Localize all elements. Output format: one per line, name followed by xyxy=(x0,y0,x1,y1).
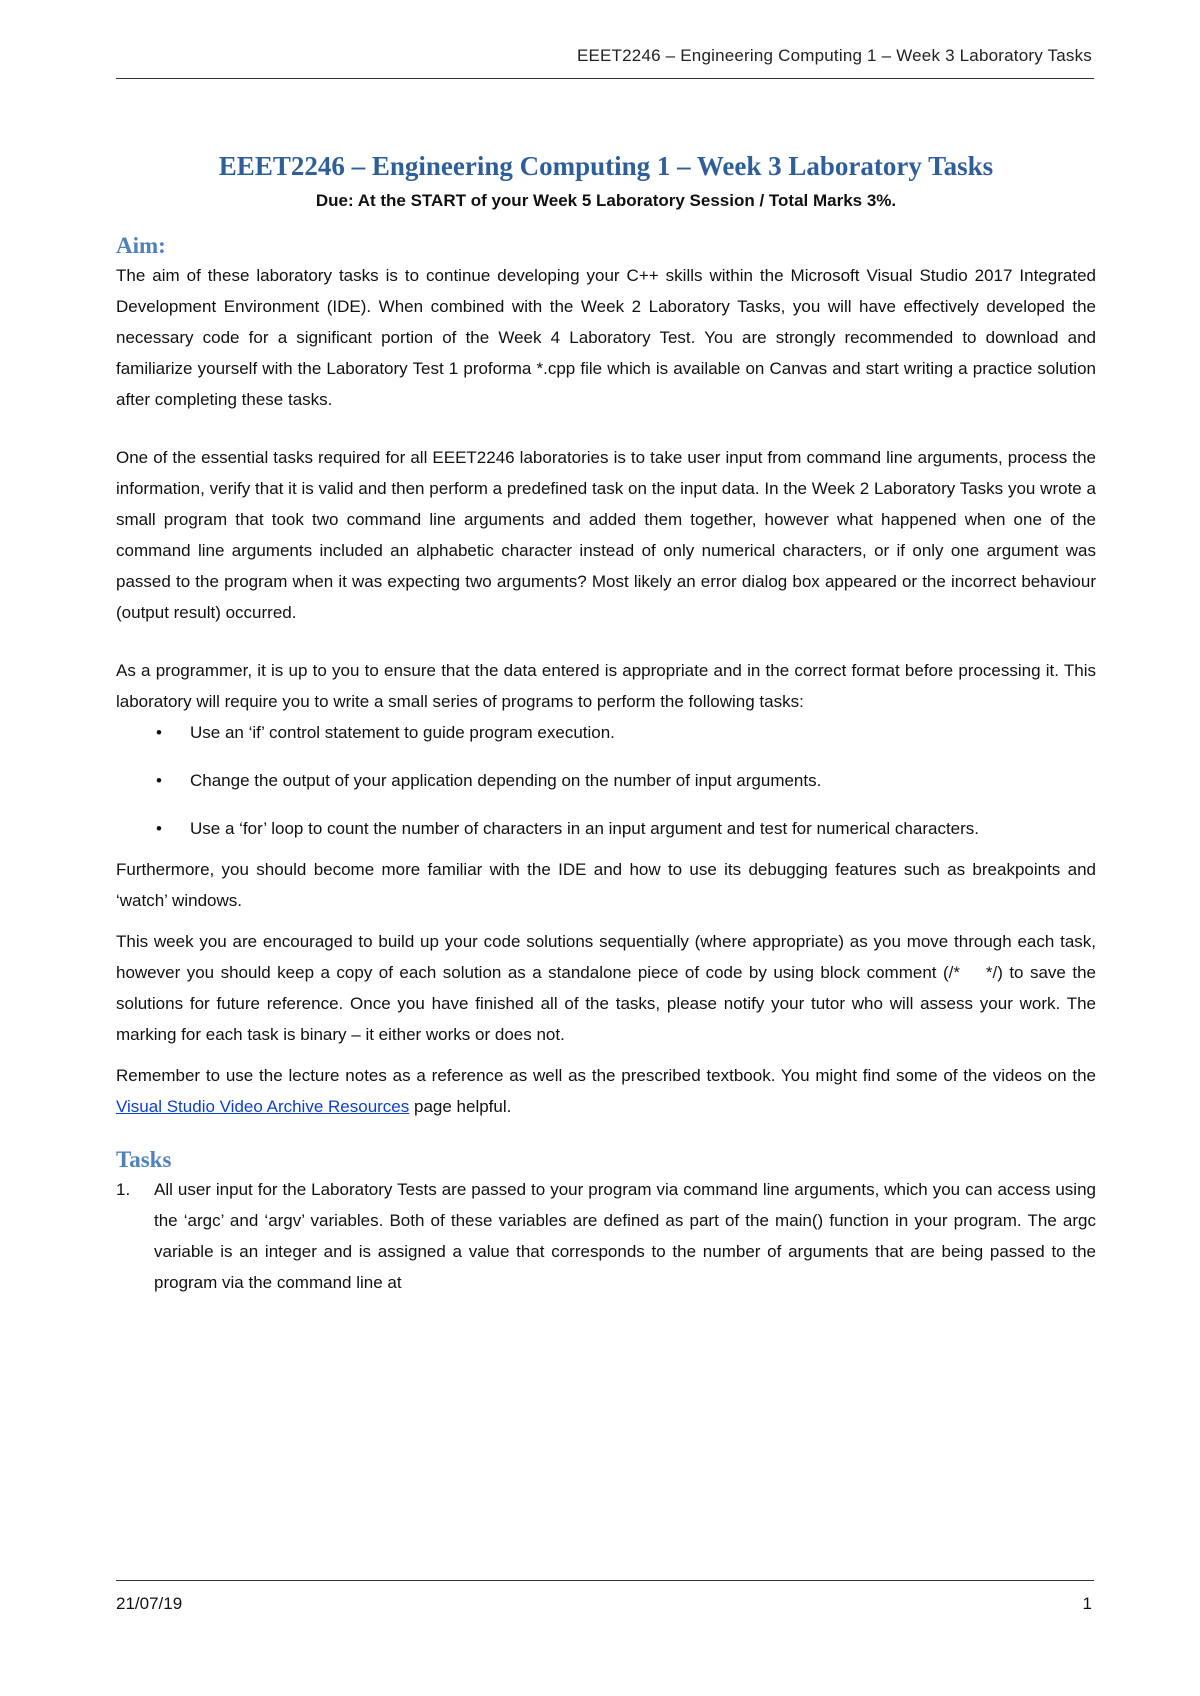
bullet-item xyxy=(116,717,1096,748)
aim-paragraph-3: As a programmer, it is up to you to ensure that the data entered is appropriate and in the correct format before processing it. This laboratory will require you to write a small series of programs to perform the following tasks: xyxy=(116,661,1096,711)
bullet-text: Use a ‘for’ loop to count the number of characters in an input argument and test for numerical characters. xyxy=(190,819,980,838)
page-number: 1 xyxy=(1082,1594,1092,1613)
aim-paragraph-2: One of the essential tasks required for all EEET2246 laboratories is to take user input from command line arguments, process the information, verify that it is valid and then perform a predefined task on the input data. In the Week 2 Laboratory Tasks you wrote a small program that took two command line arguments and added them together, however what happened when one of the command line arguments included an alphabetic character instead of only numerical characters, or if only one argument was passed to the program when it was expecting two arguments? Most likely an error dialog box appeared or the incorrect behaviour (output result) occurred. xyxy=(116,448,1096,622)
paragraph-text: This week you are encouraged to build up your code solutions sequentially (where appropriate) as you move through each task, however you should keep a copy of each solution as a standalone piece of code by using block comment ( xyxy=(116,932,1096,982)
aim-heading: Aim: xyxy=(116,233,166,258)
bullet-item xyxy=(116,765,1096,796)
bullet-icon: • xyxy=(156,819,162,838)
due-date-line: Due: At the START of your Week 5 Laboratory Session / Total Marks 3%. xyxy=(315,191,897,210)
bullet-icon: • xyxy=(156,723,162,742)
header-divider xyxy=(116,78,1094,79)
bullet-text: Change the output of your application depending on the number of input arguments. xyxy=(190,771,822,790)
page-title: EEET2246 – Engineering Computing 1 – Week 3 Laboratory Tasks xyxy=(218,151,994,181)
tasks-list xyxy=(116,1174,1096,1298)
paragraph-text: page helpful. xyxy=(409,1097,512,1116)
aim-paragraph-4: Furthermore, you should become more familiar with the IDE and how to use its debugging features such as breakpoints and ‘watch’ windows. xyxy=(116,860,1096,910)
task-text: All user input for the Laboratory Tests are passed to your program via command line arguments, which you can access using the ‘argc’ and ‘argv’ variables. Both of these variables are defined as part of the main() function in your program. The argc variable is an integer and is assigned a value that corresponds to the number of arguments that are being passed to the program via the command line at xyxy=(154,1180,1096,1292)
task-item xyxy=(116,1174,1096,1298)
footer-date: 21/07/19 xyxy=(116,1594,183,1613)
bullet-text: Use an ‘if’ control statement to guide program execution. xyxy=(190,723,615,742)
aim-paragraph-6 xyxy=(116,1060,1096,1122)
bullet-icon: • xyxy=(156,771,162,790)
block-comment-open: /* xyxy=(948,963,960,982)
tasks-heading: Tasks xyxy=(116,1147,172,1172)
paragraph-text: ) to save the solutions for future reference. Once you have finished all of the tasks, please notify your tutor who will assess your work. The marking for each task is binary – it either works or does not. xyxy=(116,963,1096,1044)
task-number: 1. xyxy=(116,1180,131,1199)
page-body xyxy=(116,150,1096,1298)
footer-divider xyxy=(116,1580,1094,1581)
aim-paragraph-5 xyxy=(116,926,1096,1050)
bullet-item xyxy=(116,813,1096,844)
video-archive-link[interactable]: Visual Studio Video Archive Resources xyxy=(116,1097,410,1116)
task-bullet-list xyxy=(116,717,1096,844)
running-header: EEET2246 – Engineering Computing 1 – Week 3 Laboratory Tasks xyxy=(576,46,1092,65)
aim-paragraph-1: The aim of these laboratory tasks is to continue developing your C++ skills within the Microsoft Visual Studio 2017 Integrated Development Environment (IDE). When combined with the Week 2 Laboratory Tasks, you will have effectively developed the necessary code for a significant portion of the Week 4 Laboratory Test. You are strongly recommended to download and familiarize yourself with the Laboratory Test 1 proforma *.cpp file which is available on Canvas and start writing a practice solution after completing these tasks. xyxy=(116,266,1096,409)
paragraph-text: Remember to use the lecture notes as a reference as well as the prescribed textbook. You might find some of the videos on the xyxy=(116,1066,1096,1085)
block-comment-close: */ xyxy=(985,963,998,982)
